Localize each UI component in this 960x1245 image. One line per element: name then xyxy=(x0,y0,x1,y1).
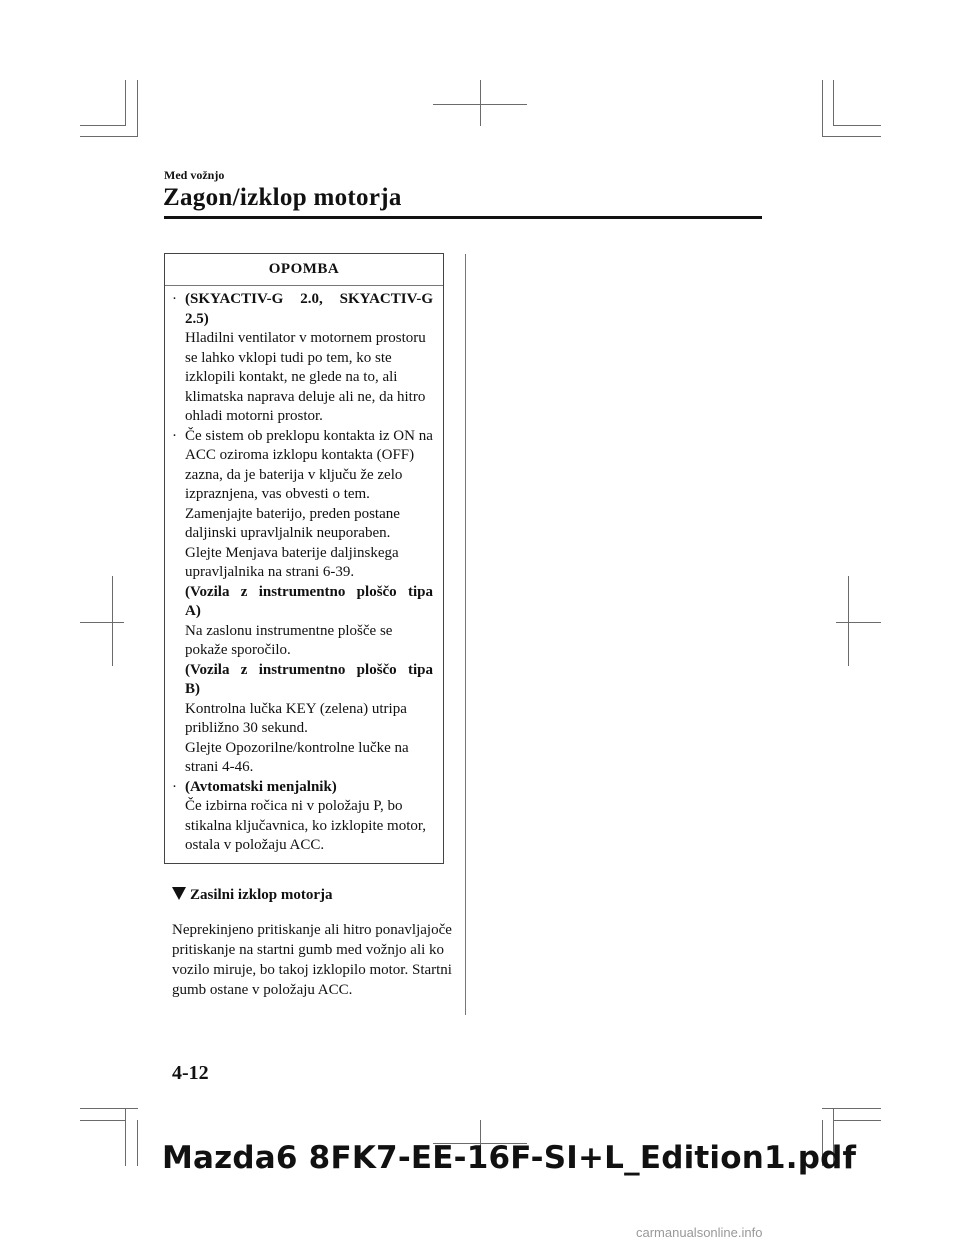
crop-mark xyxy=(80,622,124,623)
note-body xyxy=(165,286,443,856)
bullet: · xyxy=(172,427,177,444)
note-item-text: Če sistem ob preklopu kontakta iz ON na ACC oziroma izklopu kontakta (OFF) zazna, da je baterija v ključu že zelo izpraznjena, vas obvesti o tem. xyxy=(185,427,433,502)
note-item-condition: (SKYACTIV-G 2.0, SKYACTIV-G xyxy=(185,291,433,307)
subsection-heading-text: Zasilni izklop motorja xyxy=(190,887,333,903)
note-item xyxy=(172,427,433,778)
note-item-text: Če izbirna ročica ni v položaju P, bo stikalna ključavnica, ko izklopite motor, ostala v položaju ACC. xyxy=(185,798,427,853)
note-item-condition: 2.5) xyxy=(185,310,209,327)
file-name: Mazda6 8FK7-EE-16F-SI+L_Edition1.pdf xyxy=(162,1140,857,1176)
note-item-text: Na zaslonu instrumentne plošče se pokaže sporočilo. xyxy=(185,622,393,658)
note-item-condition: (Vozila z instrumentno ploščo tipa xyxy=(185,583,433,600)
section-label: Med vožnjo xyxy=(164,168,225,182)
page-title: Zagon/izklop motorja xyxy=(163,184,402,211)
crop-mark xyxy=(80,1108,138,1109)
header-rule xyxy=(164,216,762,219)
watermark: carmanualsonline.info xyxy=(636,1225,763,1240)
crop-mark xyxy=(848,576,849,666)
note-box xyxy=(164,253,444,864)
crop-mark xyxy=(80,125,126,126)
note-item-condition: B) xyxy=(185,681,200,697)
crop-mark xyxy=(80,1120,126,1121)
note-item-condition: A) xyxy=(185,603,201,619)
bullet: · xyxy=(172,778,177,795)
crop-mark xyxy=(137,1120,138,1166)
crop-mark xyxy=(137,80,138,136)
crop-mark xyxy=(833,80,834,126)
column-divider xyxy=(465,254,466,1015)
crop-mark xyxy=(833,125,881,126)
triangle-down-icon xyxy=(172,887,186,900)
page-number: 4-12 xyxy=(172,1062,209,1084)
note-item xyxy=(172,778,433,856)
note-item-condition: (Vozila z instrumentno ploščo tipa xyxy=(185,661,433,678)
note-item-text: Hladilni ventilator v motornem prostoru se lahko vklopi tudi po tem, ko ste izklopili kontakt, ne glede na to, ali klimatska naprava deluje ali ne, da hitro ohladi motorni prostor. xyxy=(185,330,426,424)
crop-mark xyxy=(125,80,126,126)
crop-mark xyxy=(833,1120,881,1121)
crop-mark xyxy=(822,80,823,136)
crop-mark xyxy=(836,622,881,623)
crop-mark xyxy=(822,1108,881,1109)
body-paragraph: Neprekinjeno pritiskanje ali hitro ponavljajoče pritiskanje na startni gumb med vožnjo ali ko vozilo miruje, bo takoj izklopilo motor. Startni gumb ostane v položaju ACC. xyxy=(172,922,452,998)
subsection-heading xyxy=(172,887,333,904)
crop-mark xyxy=(80,136,138,137)
note-item-text: Glejte Menjava baterije daljinskega upravljalnika na strani 6-39. xyxy=(185,544,399,580)
bullet: · xyxy=(172,291,177,307)
note-item-text: Kontrolna lučka KEY (zelena) utripa približno 30 sekund. xyxy=(185,700,407,736)
crop-mark xyxy=(112,576,113,666)
crop-mark xyxy=(125,1108,126,1166)
note-item-condition: (Avtomatski menjalnik) xyxy=(185,778,337,795)
note-item-text: Glejte Opozorilne/kontrolne lučke na strani 4-46. xyxy=(185,739,409,775)
crop-mark xyxy=(480,80,481,126)
note-heading: OPOMBA xyxy=(165,254,443,286)
note-item-text: Zamenjajte baterijo, preden postane daljinski upravljalnik neuporaben. xyxy=(185,505,400,541)
crop-mark xyxy=(822,136,881,137)
note-item xyxy=(172,290,433,427)
